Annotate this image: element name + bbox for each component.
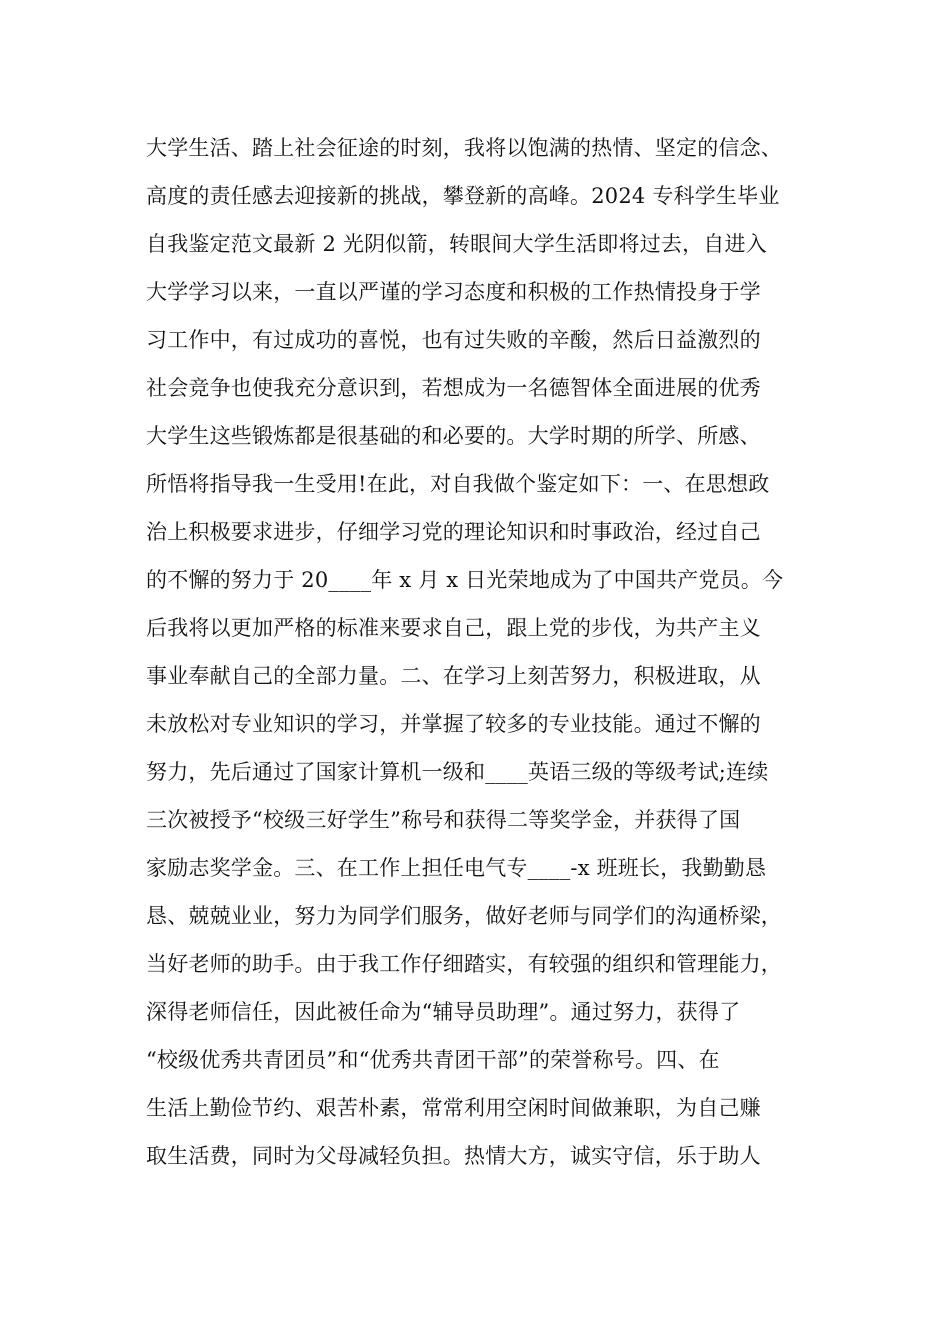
text-line: 的不懈的努力于 20____年 x 月 x 日光荣地成为了中国共产党员。今 <box>146 568 784 592</box>
text-line: “校级优秀共青团员”和“优秀共青团干部”的荣誉称号。四、在 <box>146 1048 720 1072</box>
body-text <box>146 124 846 1180</box>
text-line: 事业奉献自己的全部力量。二、在学习上刻苦努力，积极进取，从 <box>146 664 761 688</box>
text-line: 治上积极要求进步，仔细学习党的理论知识和时事政治，经过自己 <box>146 520 761 544</box>
text-line: 习工作中，有过成功的喜悦，也有过失败的辛酸，然后日益激烈的 <box>146 328 761 352</box>
text-line: 恳、兢兢业业，努力为同学们服务，做好老师与同学们的沟通桥梁， <box>146 904 782 928</box>
text-line: 大学生这些锻炼都是很基础的和必要的。大学时期的所学、所感、 <box>146 424 761 448</box>
text-line: 社会竞争也使我充分意识到，若想成为一名德智体全面进展的优秀 <box>146 376 761 400</box>
text-line: 生活上勤俭节约、艰苦朴素，常常利用空闲时间做兼职，为自己赚 <box>146 1096 761 1120</box>
text-line: 未放松对专业知识的学习，并掌握了较多的专业技能。通过不懈的 <box>146 712 761 736</box>
text-line: 大学学习以来，一直以严谨的学习态度和积极的工作热情投身于学 <box>146 280 761 304</box>
text-line: 当好老师的助手。由于我工作仔细踏实，有较强的组织和管理能力， <box>146 952 782 976</box>
text-line: 大学生活、踏上社会征途的时刻，我将以饱满的热情、坚定的信念、 <box>146 136 782 160</box>
text-line: 高度的责任感去迎接新的挑战，攀登新的高峰。2024 专科学生毕业 <box>146 184 780 208</box>
text-line: 自我鉴定范文最新 2 光阴似箭，转眼间大学生活即将过去，自进入 <box>146 232 767 256</box>
text-line: 取生活费，同时为父母减轻负担。热情大方，诚实守信，乐于助人 <box>146 1144 761 1168</box>
text-line: 后我将以更加严格的标准来要求自己，跟上党的步伐，为共产主义 <box>146 616 761 640</box>
text-line: 深得老师信任，因此被任命为“辅导员助理”。通过努力，获得了 <box>146 1000 741 1024</box>
text-line: 努力，先后通过了国家计算机一级和____英语三级的等级考试;连续 <box>146 760 769 784</box>
text-line: 所悟将指导我一生受用!在此，对自我做个鉴定如下：一、在思想政 <box>146 472 770 496</box>
text-line: 家励志奖学金。三、在工作上担任电气专____-x 班班长，我勤勤恳 <box>146 856 767 880</box>
text-line: 三次被授予“校级三好学生”称号和获得二等奖学金，并获得了国 <box>146 808 741 832</box>
